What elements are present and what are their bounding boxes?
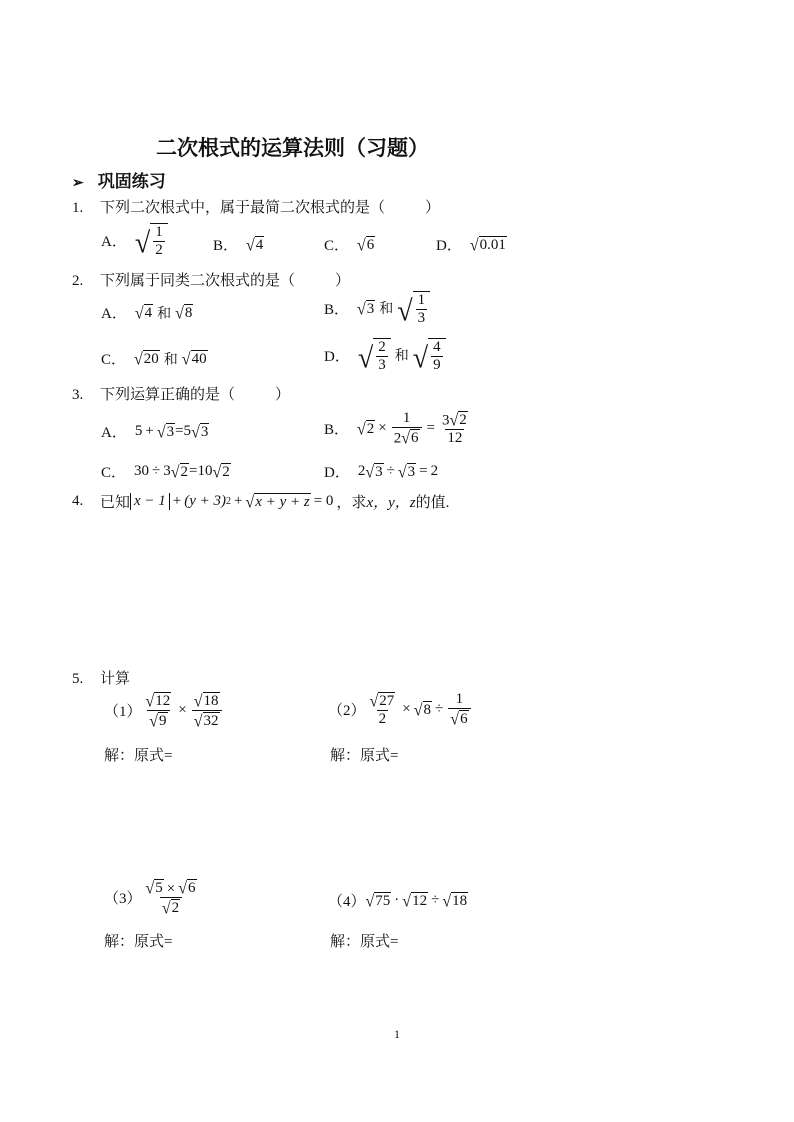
page-number: 1 (394, 1027, 400, 1041)
section-heading (72, 167, 166, 192)
question-2-option-c: C． √ 20 和 √ 40 (101, 350, 207, 369)
question-2-option-b: B． √ 3 和 √ $\frac{1}{3}$ (324, 290, 430, 326)
question-3-stem: 3. 下列运算正确的是（ ） (72, 387, 291, 403)
question-1-option-a: A． √ $\frac{1}{2}$ (101, 222, 168, 258)
question-3-option-d: D． 2 √ 3 ÷ √ 3 = 2 (324, 463, 439, 482)
question-5-part-4: （4） √ 75 · √ 12 ÷ √ 18 (328, 892, 468, 911)
question-1-option-d: D． √ 0.01 (436, 236, 506, 255)
solution-label-3: 解：原式= (104, 934, 173, 950)
question-3-option-a: A． 5 + √ 3 =5 √ 3 (101, 423, 209, 442)
solution-label-4: 解：原式= (330, 934, 399, 950)
arrow-bullet-icon: ➢ (72, 176, 84, 191)
question-2-option-a: A． √ 4 和 √ 8 (101, 304, 193, 323)
section-label: 巩固练习 (97, 172, 166, 191)
question-1-option-b: B． √ 4 (213, 236, 264, 255)
question-5-part-2: （2） √ 27 2 × √ 8 ÷ 1 √ 6 (328, 691, 473, 728)
solution-label-2: 解：原式= (330, 748, 399, 764)
question-5-stem: 5. 计算 (72, 671, 131, 687)
question-5-part-1: （1） √ 12 √ 9 × √ 18 √ 32 (104, 691, 224, 730)
question-1-option-c: C． √ 6 (324, 236, 375, 255)
question-2-option-d: D． √ $\frac{2}{3}$ 和 √ $\frac{4}{9}$ (324, 337, 446, 373)
solution-label-1: 解：原式= (104, 748, 173, 764)
question-3-option-b: B． √ 2 × 1 2 √ 6 = 3 √ 2 12 (324, 410, 467, 447)
question-3-option-c: C． 30 ÷ 3 √ 2 =10 √ 2 (101, 463, 230, 482)
question-4-stem: 4. 已知 x − 1 + (y + 3) 2 + √ x + y + z = 0 ，求 x，y，z 的值. (72, 493, 450, 512)
question-2-stem: 2. 下列属于同类二次根式的是（ ） (72, 273, 351, 289)
question-5-part-3: （3） √ 5 × √ 6 √ 2 (104, 879, 196, 917)
sqrt-expr: √ $\frac{1}{2}$ (135, 222, 168, 258)
question-1-stem: 1. 下列二次根式中，属于最简二次根式的是（ ） (72, 200, 441, 216)
